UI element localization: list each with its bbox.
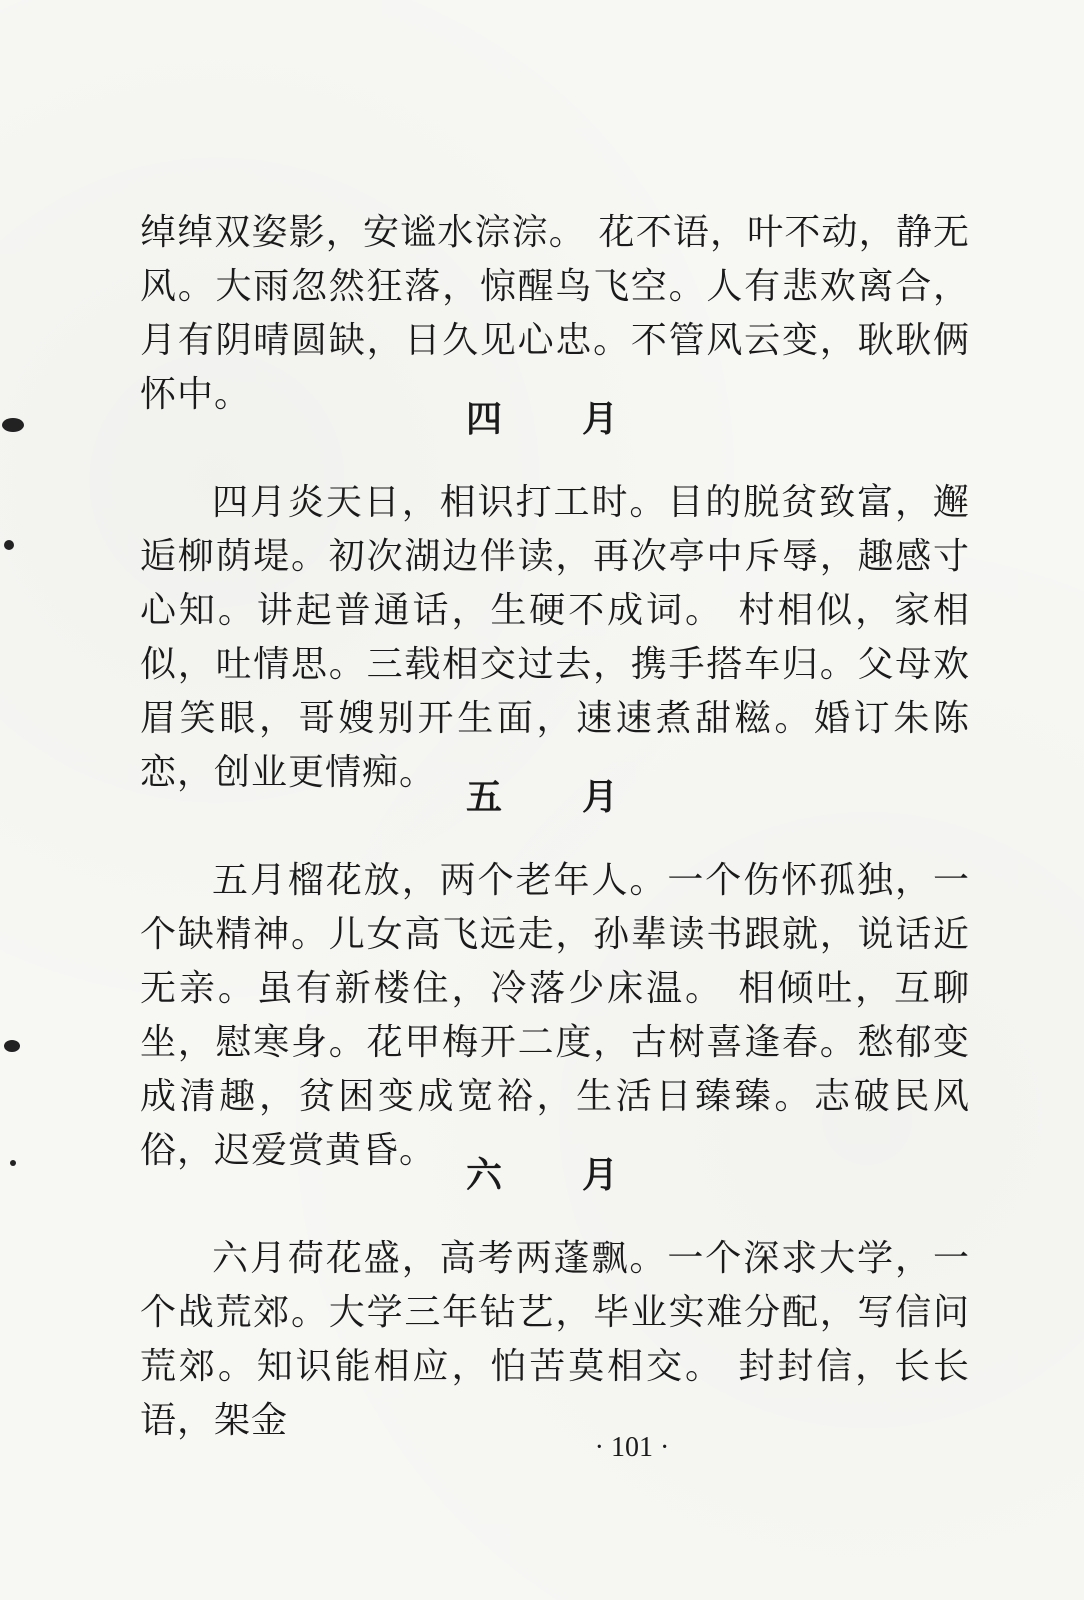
april-paragraph: 四月炎天日，相识打工时。目的脱贫致富，邂逅柳荫堤。初次湖边伴读，再次亭中斥辱，趣感寸心知。讲起普通话，生硬不成词。 村相似，家相似，吐情思。三载相交过去，携手搭车归。父母欢眉笑眼，哥嫂别开生面，速速煮甜糍。婚订朱陈恋，创业更情痴。 (140, 482, 970, 793)
scan-speck (4, 540, 14, 550)
heading-char: 六 (465, 1155, 502, 1196)
section-heading-april (0, 398, 1084, 442)
heading-char: 月 (582, 777, 619, 818)
heading-char: 五 (465, 777, 502, 818)
heading-char: 月 (582, 399, 619, 440)
intro-paragraph: 绰绰双姿影，安谧水淙淙。 花不语，叶不动，静无风。大雨忽然狂落，惊醒鸟飞空。人有悲欢离合，月有阴晴圆缺，日久见心忠。不管风云变，耿耿俩怀中。 (140, 212, 970, 415)
page-number: · 101 · (594, 1432, 670, 1463)
heading-char: 月 (582, 1155, 619, 1196)
section-heading-june (0, 1154, 1084, 1198)
june-paragraph: 六月荷花盛，高考两蓬飘。一个深求大学，一个战荒郊。大学三年钻艺，毕业实难分配，写信问荒郊。知识能相应，怕苦莫相交。 封封信，长长语，架金 (140, 1238, 970, 1441)
heading-char: 四 (465, 399, 502, 440)
scan-speck (4, 1040, 20, 1052)
section-heading-may (0, 776, 1084, 820)
may-paragraph: 五月榴花放，两个老年人。一个伤怀孤独，一个缺精神。儿女高飞远走，孙辈读书跟就，说话近无亲。虽有新楼住，冷落少床温。 相倾吐，互聊坐，慰寒身。花甲梅开二度，古树喜逢春。愁郁变成清趣，贫困变成宽裕，生活日臻臻。志破民风俗，迟爱赏黄昏。 (140, 860, 970, 1171)
